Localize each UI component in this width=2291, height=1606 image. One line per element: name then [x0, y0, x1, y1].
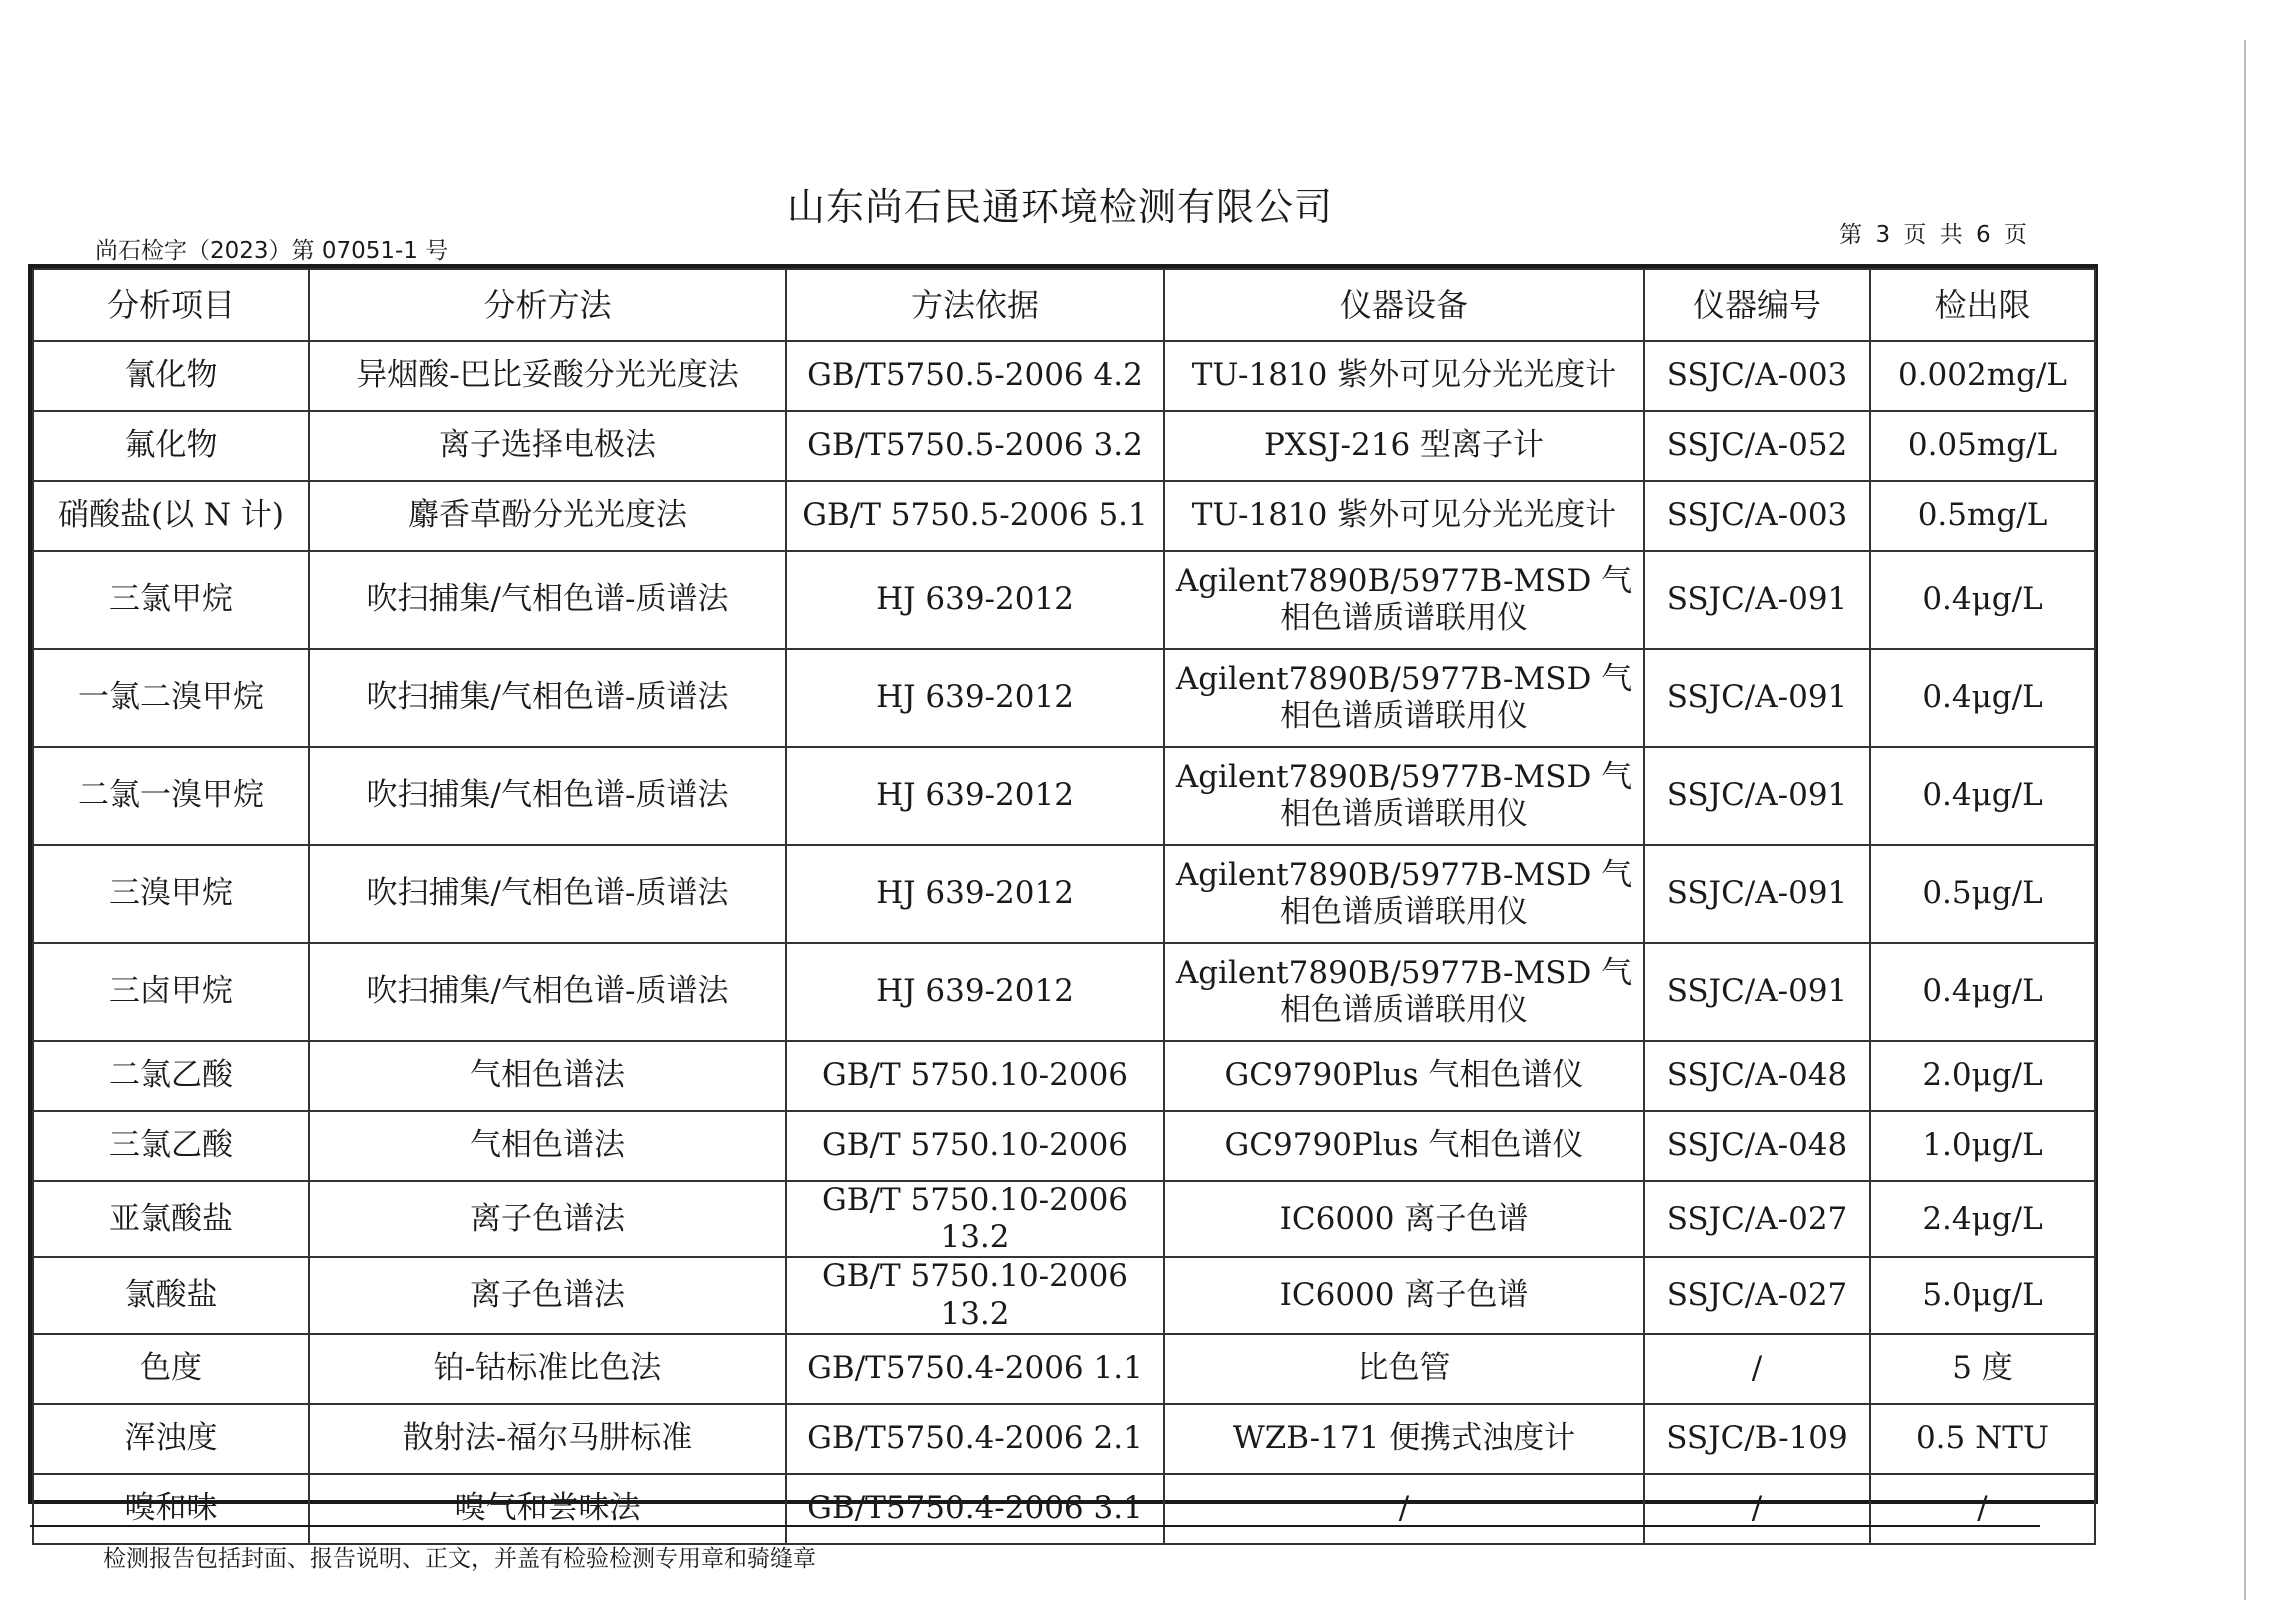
- table-row: [33, 845, 2095, 943]
- table-row: [33, 747, 2095, 845]
- cell-item: 色度: [33, 1334, 309, 1404]
- cell-item: 三氯乙酸: [33, 1111, 309, 1181]
- cell-detection-limit: 0.002mg/L: [1870, 341, 2095, 411]
- cell-basis: HJ 639-2012: [786, 943, 1164, 1041]
- table-row: [33, 1474, 2095, 1544]
- table-row: [33, 481, 2095, 551]
- cell-instrument-id: SSJC/B-109: [1644, 1404, 1870, 1474]
- cell-method: 吹扫捕集/气相色谱-质谱法: [309, 845, 786, 943]
- column-header-method: 分析方法: [309, 269, 786, 341]
- cell-method: 气相色谱法: [309, 1041, 786, 1111]
- cell-instrument-id: /: [1644, 1334, 1870, 1404]
- cell-basis: GB/T 5750.10-2006: [786, 1111, 1164, 1181]
- table-row: [33, 1334, 2095, 1404]
- cell-instrument: PXSJ-216 型离子计: [1164, 411, 1644, 481]
- cell-instrument: IC6000 离子色谱: [1164, 1181, 1644, 1257]
- column-header-basis: 方法依据: [786, 269, 1164, 341]
- cell-detection-limit: 0.5μg/L: [1870, 845, 2095, 943]
- table-row: [33, 1257, 2095, 1333]
- table-row: [33, 1181, 2095, 1257]
- cell-basis: HJ 639-2012: [786, 649, 1164, 747]
- cell-instrument: TU-1810 紫外可见分光光度计: [1164, 481, 1644, 551]
- analysis-table: [28, 264, 2098, 1527]
- cell-instrument-id: SSJC/A-091: [1644, 649, 1870, 747]
- table-header-row: [33, 269, 2095, 341]
- cell-detection-limit: 0.4μg/L: [1870, 747, 2095, 845]
- cell-instrument-id: SSJC/A-091: [1644, 943, 1870, 1041]
- cell-detection-limit: /: [1870, 1474, 2095, 1544]
- cell-method: 气相色谱法: [309, 1111, 786, 1181]
- cell-instrument-id: /: [1644, 1474, 1870, 1544]
- cell-item: 硝酸盐(以 N 计): [33, 481, 309, 551]
- cell-instrument: Agilent7890B/5977B-MSD 气相色谱质谱联用仪: [1164, 649, 1644, 747]
- cell-basis: GB/T 5750.10-2006 13.2: [786, 1257, 1164, 1333]
- table-row: [33, 943, 2095, 1041]
- table-row: [33, 1041, 2095, 1111]
- cell-method: 散射法-福尔马肼标准: [309, 1404, 786, 1474]
- cell-detection-limit: 2.0μg/L: [1870, 1041, 2095, 1111]
- cell-instrument-id: SSJC/A-091: [1644, 845, 1870, 943]
- cell-basis: GB/T5750.4-2006 1.1: [786, 1334, 1164, 1404]
- cell-detection-limit: 0.4μg/L: [1870, 649, 2095, 747]
- cell-item: 一氯二溴甲烷: [33, 649, 309, 747]
- cell-instrument-id: SSJC/A-052: [1644, 411, 1870, 481]
- cell-item: 三氯甲烷: [33, 551, 309, 649]
- cell-basis: GB/T5750.5-2006 4.2: [786, 341, 1164, 411]
- cell-instrument-id: SSJC/A-091: [1644, 747, 1870, 845]
- cell-detection-limit: 1.0μg/L: [1870, 1111, 2095, 1181]
- column-header-item: 分析项目: [33, 269, 309, 341]
- column-header-instrument-id: 仪器编号: [1644, 269, 1870, 341]
- cell-instrument: 比色管: [1164, 1334, 1644, 1404]
- scan-edge-line: [2244, 40, 2246, 1600]
- company-name: 山东尚石民通环境检测有限公司: [786, 185, 1333, 229]
- cell-basis: HJ 639-2012: [786, 551, 1164, 649]
- cell-method: 嗅气和尝味法: [309, 1474, 786, 1544]
- cell-instrument-id: SSJC/A-003: [1644, 341, 1870, 411]
- cell-item: 氰化物: [33, 341, 309, 411]
- cell-detection-limit: 0.05mg/L: [1870, 411, 2095, 481]
- cell-method: 吹扫捕集/气相色谱-质谱法: [309, 551, 786, 649]
- cell-item: 三溴甲烷: [33, 845, 309, 943]
- page-number: 第 3 页 共 6 页: [1839, 222, 2030, 248]
- cell-basis: HJ 639-2012: [786, 845, 1164, 943]
- cell-basis: GB/T 5750.10-2006: [786, 1041, 1164, 1111]
- cell-basis: GB/T 5750.10-2006 13.2: [786, 1181, 1164, 1257]
- cell-method: 吹扫捕集/气相色谱-质谱法: [309, 747, 786, 845]
- cell-instrument-id: SSJC/A-091: [1644, 551, 1870, 649]
- column-header-instrument: 仪器设备: [1164, 269, 1644, 341]
- footer-note: 检测报告包括封面、报告说明、正文，并盖有检验检测专用章和骑缝章: [103, 1546, 816, 1572]
- cell-detection-limit: 5 度: [1870, 1334, 2095, 1404]
- report-number: 尚石检字（2023）第 07051-1 号: [95, 238, 449, 264]
- cell-item: 亚氯酸盐: [33, 1181, 309, 1257]
- table-row: [33, 1404, 2095, 1474]
- cell-method: 铂-钴标准比色法: [309, 1334, 786, 1404]
- cell-method: 吹扫捕集/气相色谱-质谱法: [309, 943, 786, 1041]
- cell-instrument-id: SSJC/A-048: [1644, 1111, 1870, 1181]
- cell-method: 吹扫捕集/气相色谱-质谱法: [309, 649, 786, 747]
- cell-instrument-id: SSJC/A-003: [1644, 481, 1870, 551]
- cell-method: 离子色谱法: [309, 1257, 786, 1333]
- cell-detection-limit: 0.5mg/L: [1870, 481, 2095, 551]
- cell-method: 异烟酸-巴比妥酸分光光度法: [309, 341, 786, 411]
- table-row: [33, 341, 2095, 411]
- cell-item: 氯酸盐: [33, 1257, 309, 1333]
- table-row: [33, 1111, 2095, 1181]
- cell-detection-limit: 5.0μg/L: [1870, 1257, 2095, 1333]
- cell-item: 氟化物: [33, 411, 309, 481]
- footer-divider: [30, 1525, 2040, 1527]
- cell-item: 二氯乙酸: [33, 1041, 309, 1111]
- table-row: [33, 551, 2095, 649]
- cell-basis: GB/T5750.4-2006 2.1: [786, 1404, 1164, 1474]
- cell-method: 离子色谱法: [309, 1181, 786, 1257]
- cell-instrument: Agilent7890B/5977B-MSD 气相色谱质谱联用仪: [1164, 845, 1644, 943]
- cell-instrument-id: SSJC/A-048: [1644, 1041, 1870, 1111]
- cell-instrument: WZB-171 便携式浊度计: [1164, 1404, 1644, 1474]
- cell-instrument-id: SSJC/A-027: [1644, 1181, 1870, 1257]
- cell-detection-limit: 0.4μg/L: [1870, 943, 2095, 1041]
- cell-item: 浑浊度: [33, 1404, 309, 1474]
- cell-basis: GB/T5750.4-2006 3.1: [786, 1474, 1164, 1544]
- cell-method: 麝香草酚分光光度法: [309, 481, 786, 551]
- cell-detection-limit: 0.4μg/L: [1870, 551, 2095, 649]
- cell-instrument: GC9790Plus 气相色谱仪: [1164, 1111, 1644, 1181]
- table-row: [33, 411, 2095, 481]
- column-header-detection-limit: 检出限: [1870, 269, 2095, 341]
- cell-basis: GB/T 5750.5-2006 5.1: [786, 481, 1164, 551]
- cell-basis: HJ 639-2012: [786, 747, 1164, 845]
- cell-detection-limit: 2.4μg/L: [1870, 1181, 2095, 1257]
- cell-instrument: IC6000 离子色谱: [1164, 1257, 1644, 1333]
- cell-item: 二氯一溴甲烷: [33, 747, 309, 845]
- cell-item: 三卤甲烷: [33, 943, 309, 1041]
- cell-item: 嗅和味: [33, 1474, 309, 1544]
- cell-basis: GB/T5750.5-2006 3.2: [786, 411, 1164, 481]
- cell-instrument: Agilent7890B/5977B-MSD 气相色谱质谱联用仪: [1164, 551, 1644, 649]
- cell-method: 离子选择电极法: [309, 411, 786, 481]
- table-row: [33, 649, 2095, 747]
- cell-instrument: Agilent7890B/5977B-MSD 气相色谱质谱联用仪: [1164, 747, 1644, 845]
- cell-instrument: GC9790Plus 气相色谱仪: [1164, 1041, 1644, 1111]
- cell-instrument: /: [1164, 1474, 1644, 1544]
- cell-instrument: Agilent7890B/5977B-MSD 气相色谱质谱联用仪: [1164, 943, 1644, 1041]
- cell-instrument: TU-1810 紫外可见分光光度计: [1164, 341, 1644, 411]
- cell-detection-limit: 0.5 NTU: [1870, 1404, 2095, 1474]
- cell-instrument-id: SSJC/A-027: [1644, 1257, 1870, 1333]
